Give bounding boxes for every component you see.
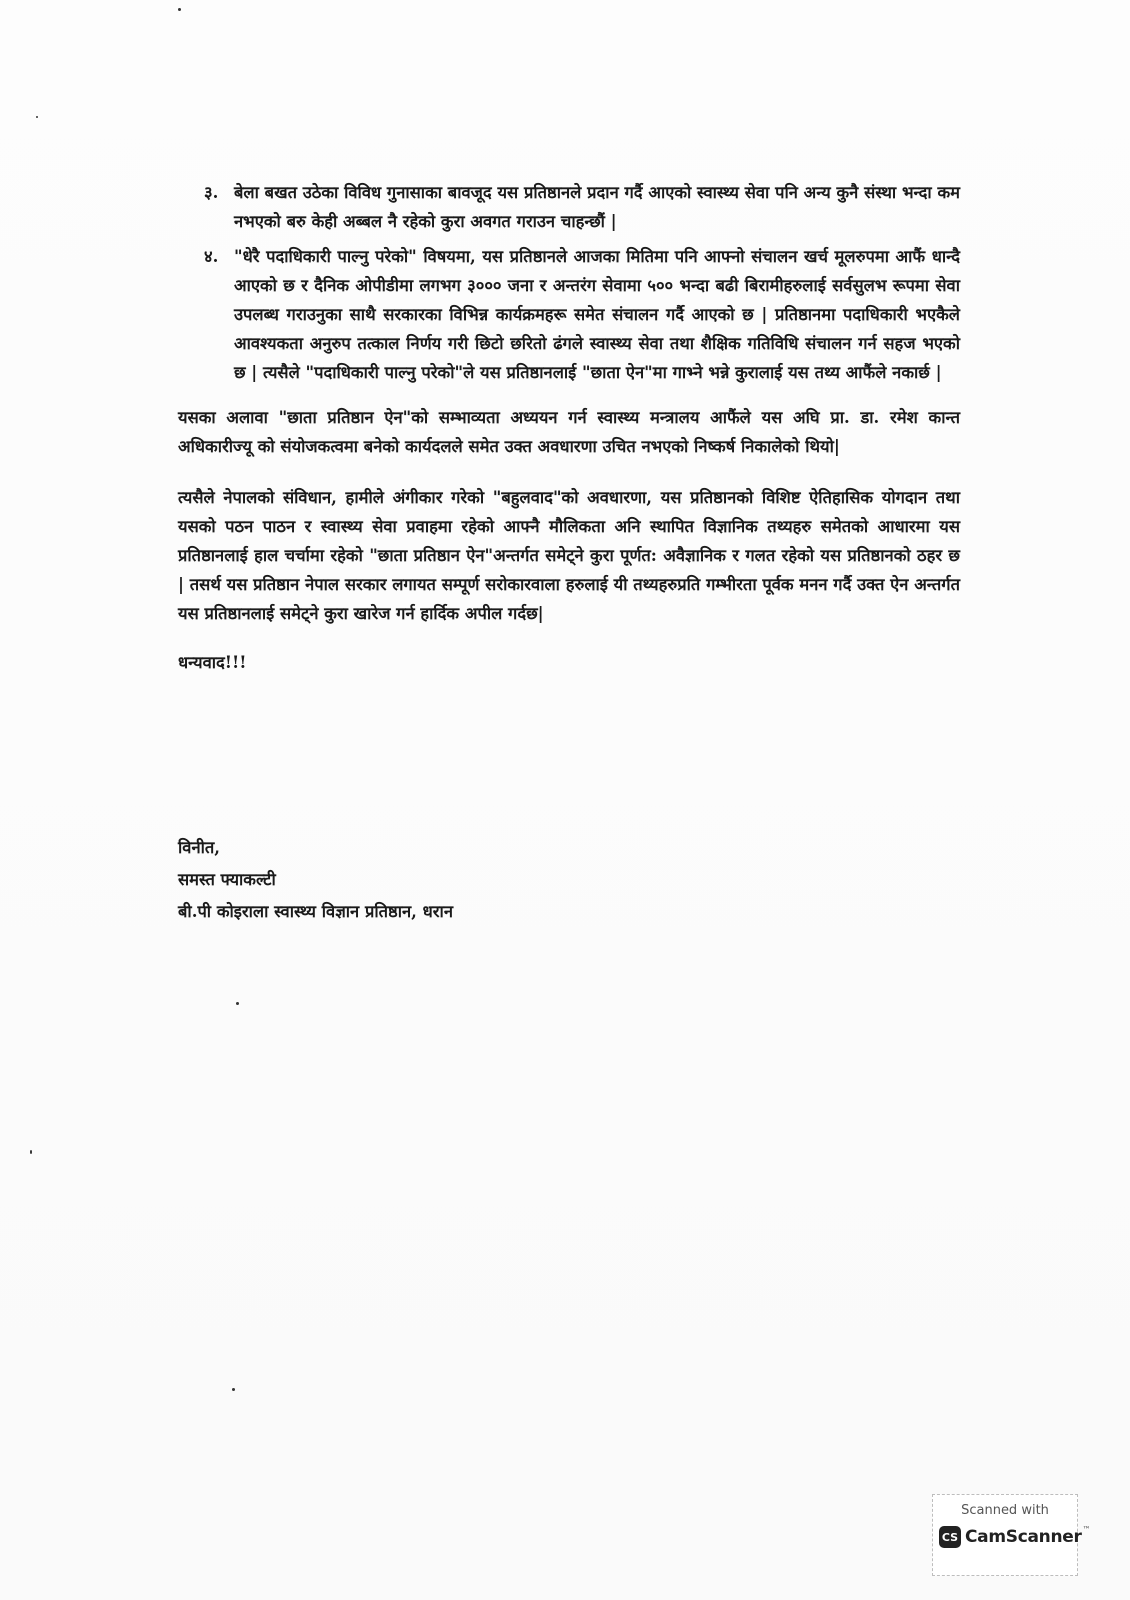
closing-thanks: धन्यवाद!!! (178, 653, 247, 672)
trademark-mark: ™ (1082, 1525, 1091, 1534)
body-paragraph: यसका अलावा "छाता प्रतिष्ठान ऐन"को सम्भाव्यता अध्ययन गर्न स्वास्थ्य मन्त्रालय आफैंले यस अघि प्रा. डा. रमेश कान्त अधिकारीज्यू को संयोजकत्वमा बनेको कार्यदलले समेत उक्त अवधारणा उचित नभएको निष्कर्ष निकालेको थियो| (178, 408, 960, 456)
camscanner-watermark (932, 1494, 1091, 1576)
body-paragraph: त्यसैले नेपालको संविधान, हामीले अंगीकार गरेको "बहुलवाद"को अवधारणा, यस प्रतिष्ठानको विशिष्ट ऐतिहासिक योगदान तथा यसको पठन पाठन र स्वास्थ्य सेवा प्रवाहमा रहेको आफ्नै मौलिकता अनि स्थापित विज्ञानिक तथ्यहरु समेतको आधारमा यस प्रतिष्ठानलाई हाल चर्चामा रहेको "छाता प्रतिष्ठान ऐन"अन्तर्गत समेट्ने कुरा पूर्णत: अवैज्ञानिक र गलत रहेको यस प्रतिष्ठानको ठहर छ | तसर्थ यस प्रतिष्ठान नेपाल सरकार लगायत सम्पूर्ण सरोकारवाला हरुलाई यी तथ्यहरुप्रति गम्भीरता पूर्वक मनन गर्दै उक्त ऐन अन्तर्गत यस प्रतिष्ठानलाई समेट्ने कुरा खारेज गर्न हार्दिक अपील गर्दछ| (178, 488, 960, 623)
signature-block (178, 832, 453, 928)
scan-speck (178, 8, 181, 11)
point-text: "धेरै पदाधिकारी पाल्नु परेको" विषयमा, यस प्रतिष्ठानले आजका मितिमा पनि आफ्नो संचालन खर्च मूलरुपमा आफैं धान्दै आएको छ र दैनिक ओपीडीमा लगभग ३००० जना र अन्तरंग सेवामा ५०० भन्दा बढी बिरामीहरुलाई सर्वसुलभ रूपमा सेवा उपलब्ध गराउनुका साथै सरकारका विभिन्न कार्यक्रमहरू समेत संचालन गर्दै आएको छ | प्रतिष्ठानमा पदाधिकारी भएकैले आवश्यकता अनुरुप तत्काल निर्णय गरी छिटो छरितो ढंगले स्वास्थ्य सेवा तथा शैक्षिक गतिविधि संचालन गर्न सहज भएको छ | त्यसैले "पदाधिकारी पाल्नु परेको"ले यस प्रतिष्ठानलाई "छाता ऐन"मा गाभ्ने भन्ने कुरालाई यस तथ्य आफैंले नकार्छ | (234, 247, 960, 382)
point-number: ४. (204, 247, 219, 266)
scan-speck (236, 1002, 239, 1005)
watermark-brand: CamScanner (965, 1527, 1082, 1547)
watermark-logo-row (939, 1525, 1091, 1549)
point-number: ३. (204, 183, 219, 202)
sender-name: समस्त फ्याकल्टी (178, 870, 276, 889)
camscanner-logo-icon: CS (939, 1526, 961, 1548)
point-text: बेला बखत उठेका विविध गुनासाका बावजूद यस प्रतिष्ठानले प्रदान गर्दै आएको स्वास्थ्य सेवा पनि अन्य कुनै संस्था भन्दा कम नभएको बरु केही अब्बल नै रहेको कुरा अवगत गराउन चाहन्छौं | (234, 183, 960, 231)
scan-speck (30, 1150, 32, 1154)
watermark-caption: Scanned with (961, 1503, 1049, 1518)
numbered-point (178, 178, 960, 236)
institution-name: बी.पी कोइराला स्वास्थ्य विज्ञान प्रतिष्ठान, धरान (178, 902, 453, 921)
salutation: विनीत, (178, 838, 221, 857)
letter-body (178, 178, 960, 677)
scan-speck (36, 116, 38, 118)
scan-speck (232, 1388, 235, 1391)
numbered-point (178, 242, 960, 387)
